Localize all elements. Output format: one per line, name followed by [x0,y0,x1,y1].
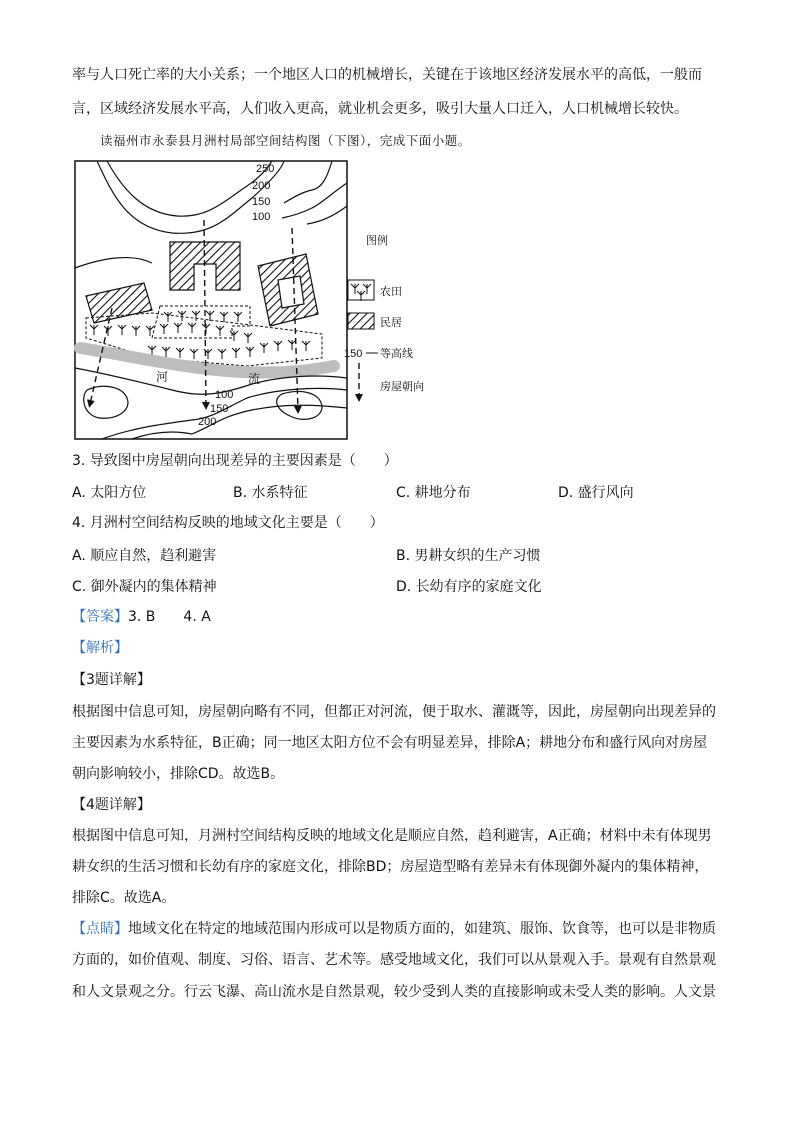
house-block [258,254,318,326]
contour-line [132,405,347,439]
q3-detail-line: 朝向影响较小，排除CD。故选B。 [72,766,285,782]
contour-label: 200 [252,180,271,192]
house-block [86,283,152,323]
tip-text: 地域文化在特定的地域范围内形成可以是物质方面的，如建筑、服饰、饮食等，也可以是非物质 [128,921,716,937]
answer-label: 【答案】 [72,609,128,625]
contour-label: 150 [210,403,229,415]
legend-label: 房屋朝向 [380,380,424,393]
text-line: 言，区域经济发展水平高，人们收入更高，就业机会更多，吸引大量人口迁入，人口机械增长较快。 [72,101,688,117]
q4-option-a[interactable]: A. 顺应自然，趋利避害 [72,548,217,564]
tip-label: 【点睛】 [72,921,128,937]
tip-line [72,919,716,939]
tip-line: 方面的，如价值观、制度、习俗、语言、艺术等。感受地域文化，我们可以从景观入手。景观有自然景观 [72,952,716,968]
legend-label: 民居 [380,316,402,329]
question-3-stem: 3. 导致图中房屋朝向出现差异的主要因素是（ ） [72,453,398,469]
legend-label: 等高线 [380,347,413,360]
q4-detail-line: 根据图中信息可知，月洲村空间结构反映的地域文化是顺应自然，趋利避害，A正确；材料中未有体现男 [72,828,712,844]
q3-detail-line: 根据图中信息可知，房屋朝向略有不同，但都正对河流，便于取水、灌溉等，因此，房屋朝向出现差异的 [72,704,716,720]
q3-option-c[interactable]: C. 耕地分布 [396,485,471,501]
contour-label: 200 [198,416,217,428]
contour-label: 250 [256,163,275,175]
contour-line [84,386,128,418]
q4-detail-line: 耕女织的生活习惯和长幼有序的家庭文化，排除BD；房屋造型略有差异未有体现御外凝内的集体精神， [72,859,709,875]
contour-label: 100 [252,211,271,223]
contour-line [307,206,347,224]
analysis-label: 【解析】 [72,640,128,656]
legend-house-swatch [348,313,374,329]
tip-line: 和人文景观之分。行云飞瀑、高山流水是自然景观，较少受到人类的直接影响或未受人类的影响。人文景 [72,984,716,1000]
contour-label: 150 [252,196,271,208]
answer-text: 3. B 4. A [128,609,211,625]
contour-label: 100 [215,389,234,401]
question-4-stem: 4. 月洲村空间结构反映的地域文化主要是（ ） [72,515,384,531]
q4-option-c[interactable]: C. 御外凝内的集体精神 [72,579,217,595]
q3-option-a[interactable]: A. 太阳方位 [72,485,147,501]
contour-line [107,161,275,216]
q4-detail-label: 【4题详解】 [72,797,151,813]
answer-line [72,607,211,627]
text-line: 率与人口死亡率的大小关系；一个地区人口的机械增长，关键在于该地区经济发展水平的高低，一般而 [72,67,702,83]
legend-title: 图例 [366,234,388,247]
legend-contour-value: 150 [344,348,363,360]
q3-option-d[interactable]: D. 盛行风向 [558,485,634,501]
contour-line [284,161,332,203]
q3-detail-line: 主要因素为水系特征，B正确；同一地区太阳方位不会有明显差异，排除A；耕地分布和盛行风向对房屋 [72,735,708,751]
legend-label: 农田 [380,285,402,298]
river-label: 流 [248,372,261,386]
contour-line [75,258,152,268]
q4-detail-line: 排除C。故选A。 [72,890,176,906]
river-label: 河 [156,370,169,384]
question-intro: 读福州市永泰县月洲村局部空间结构图（下图），完成下面小题。 [100,133,471,148]
q3-option-b[interactable]: B. 水系特征 [233,485,308,501]
village-structure-map [72,158,432,443]
q4-option-b[interactable]: B. 男耕女织的生产习惯 [396,548,541,564]
q3-detail-label: 【3题详解】 [72,672,151,688]
q4-option-d[interactable]: D. 长幼有序的家庭文化 [396,579,542,595]
